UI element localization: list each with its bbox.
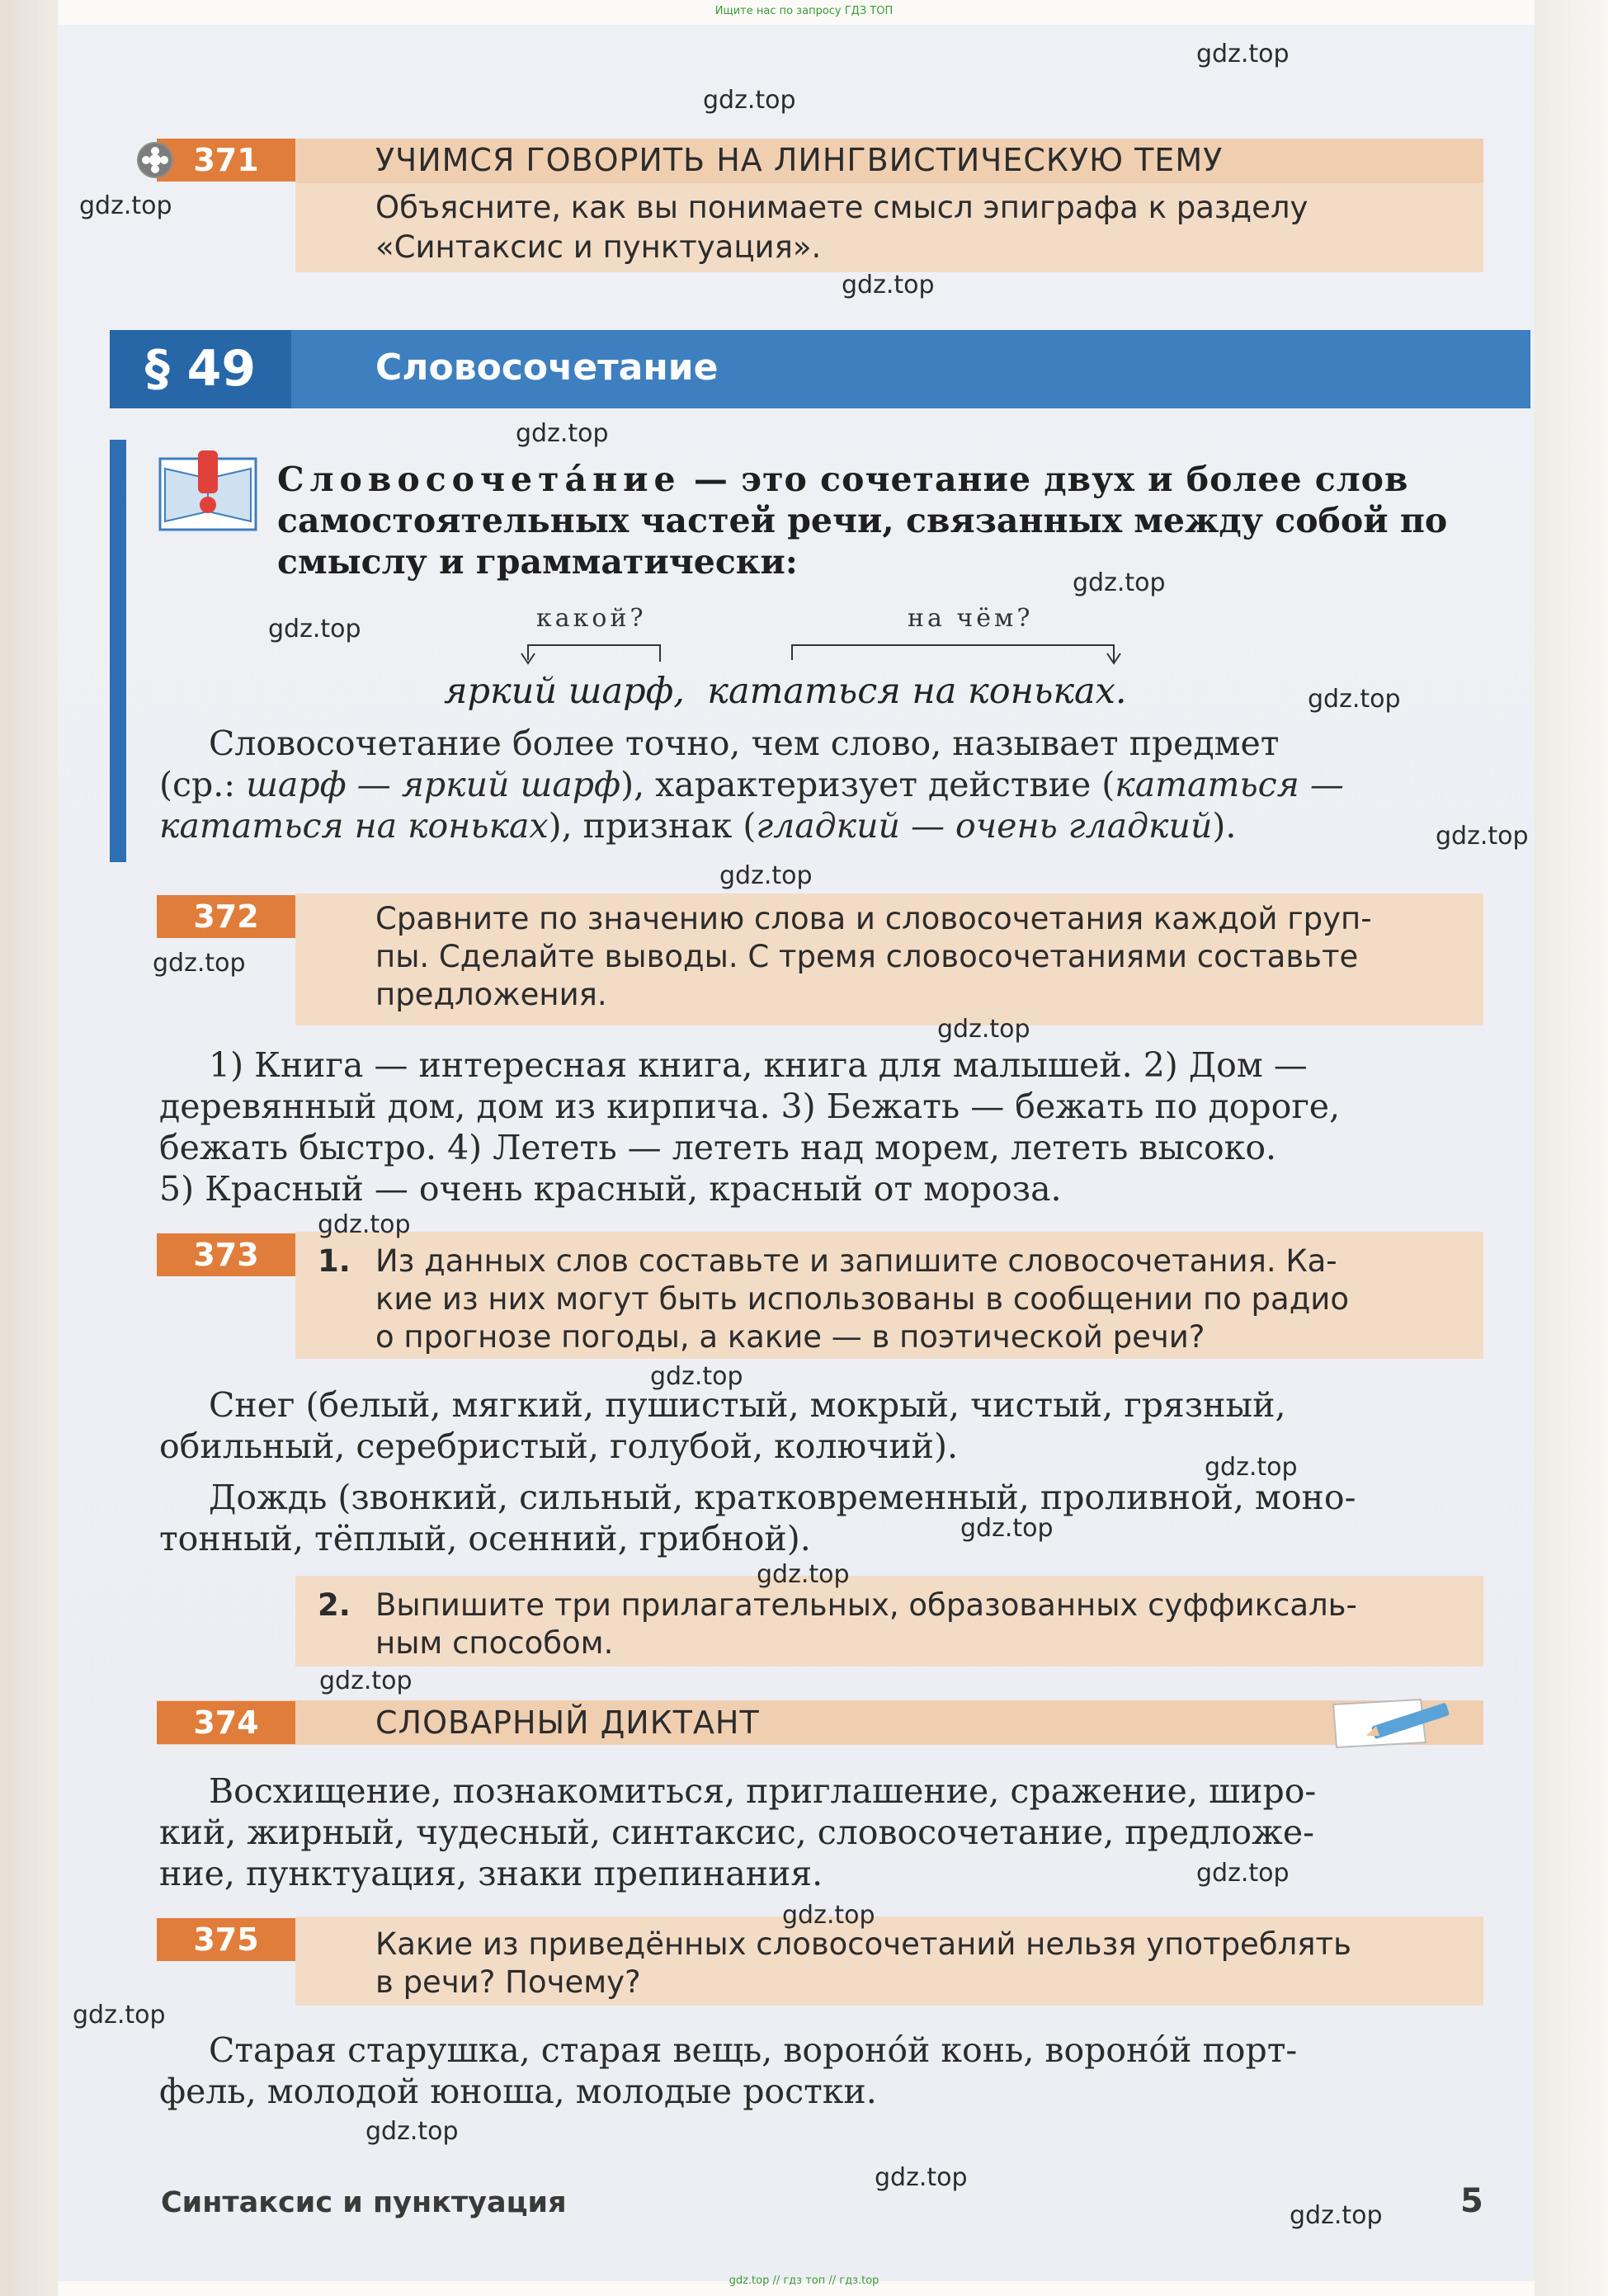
task-371-heading: УЧИМСЯ ГОВОРИТЬ НА ЛИНГВИСТИЧЕСКУЮ ТЕМУ <box>375 142 1224 178</box>
task-373-line4: Выпишите три прилагательных, образованных суффиксаль- <box>375 1587 1357 1623</box>
task-374-body2: кий, жирный, чудесный, синтаксис, словосочетание, предложе- <box>159 1813 1314 1852</box>
watermark: gdz.top <box>875 2163 968 2192</box>
watermark: gdz.top <box>937 1015 1030 1044</box>
top-banner: Ищите нас по запросу ГДЗ ТОП <box>714 5 894 17</box>
task-373-number: 373 <box>157 1233 295 1276</box>
rule-example: яркий шарф, кататься на коньках. <box>444 671 1127 712</box>
rule-paragraph-line1: Словосочетание более точно, чем слово, называет предмет <box>209 724 1280 763</box>
task-372-number: 372 <box>157 895 295 938</box>
task-374-heading: СЛОВАРНЫЙ ДИКТАНТ <box>375 1704 760 1741</box>
watermark: gdz.top <box>842 271 935 299</box>
rule-line2: самостоятельных частей речи, связанных между собой по <box>277 501 1448 540</box>
section-band <box>110 330 1530 408</box>
question-what-kind: какой? <box>536 604 647 633</box>
task-373-rain1: Дождь (звонкий, сильный, кратковременный, проливной, моно- <box>209 1478 1356 1517</box>
watermark: gdz.top <box>1196 1859 1290 1888</box>
watermark: gdz.top <box>365 2117 459 2146</box>
task-374-number: 374 <box>157 1701 295 1744</box>
task-372-body1: 1) Книга — интересная книга, книга для малышей. 2) Дом — <box>209 1045 1308 1085</box>
watermark: gdz.top <box>153 949 246 978</box>
watermark: gdz.top <box>319 1667 413 1695</box>
watermark: gdz.top <box>1308 685 1401 714</box>
task-372-line3: предложения. <box>375 977 607 1012</box>
watermark: gdz.top <box>757 1560 850 1589</box>
attention-icon <box>158 450 257 531</box>
notebook-pencil-icon <box>1330 1696 1454 1751</box>
task-375-body1: Старая старушка, старая вещь, вороно́й конь, вороно́й порт- <box>209 2030 1298 2070</box>
speech-icon <box>137 142 173 178</box>
task-374-band <box>157 1700 1483 1745</box>
watermark: gdz.top <box>268 615 361 644</box>
task-373-snow2: обильный, серебристый, голубой, колючий). <box>159 1426 959 1466</box>
watermark: gdz.top <box>782 1901 875 1930</box>
task-373-line2: кие из них могут быть использованы в сообщении по радио <box>375 1281 1349 1317</box>
watermark: gdz.top <box>73 2001 166 2030</box>
task-371-line1: Объясните, как вы понимаете смысл эпиграфа к разделу <box>375 190 1309 225</box>
task-375-line1: Какие из приведённых словосочетаний нельзя употреблять <box>375 1926 1351 1962</box>
task-372-line1: Сравните по значению слова и словосочетания каждой груп- <box>375 901 1372 936</box>
task-373-sub2: 2. <box>318 1587 351 1623</box>
page-gutter <box>0 0 58 2296</box>
watermark: gdz.top <box>1196 40 1290 68</box>
task-372-body3: бежать быстро. 4) Лететь — лететь над морем, лететь высоко. <box>159 1128 1277 1167</box>
watermark: gdz.top <box>703 86 796 115</box>
task-371-number: 371 <box>157 139 295 182</box>
watermark: gdz.top <box>960 1514 1054 1543</box>
task-373-line3: о прогнозе погоды, а какие — в поэтической речи? <box>375 1319 1205 1355</box>
watermark: gdz.top <box>1073 568 1166 597</box>
rule-paragraph-line2: (ср.: шарф — яркий шарф), характеризует действие (кататься — <box>159 765 1344 804</box>
page-number: 5 <box>1460 2182 1483 2220</box>
task-373-sub1: 1. <box>318 1243 351 1279</box>
task-373-line1: Из данных слов составьте и запишите словосочетания. Ка- <box>375 1243 1337 1279</box>
task-372-body4: 5) Красный — очень красный, красный от мороза. <box>159 1169 1062 1209</box>
rule-paragraph-line3: кататься на коньках), признак (гладкий — очень гладкий). <box>159 806 1237 846</box>
bottom-banner: gdz.top // гдз топ // гдз.top <box>729 2275 879 2287</box>
task-372-body2: деревянный дом, дом из кирпича. 3) Бежать — бежать по дороге, <box>159 1087 1341 1126</box>
rule-bar <box>110 440 126 862</box>
watermark: gdz.top <box>516 419 609 448</box>
rule-line1: Словосочета́ние — это сочетание двух и более слов <box>277 460 1409 499</box>
task-372-line2: пы. Сделайте выводы. С тремя словосочетаниями составьте <box>375 939 1359 974</box>
watermark: gdz.top <box>650 1362 743 1391</box>
rule-term: Словосочета́ние <box>277 460 681 499</box>
watermark: gdz.top <box>1205 1453 1298 1482</box>
task-374-body3: ние, пунктуация, знаки препинания. <box>159 1854 823 1893</box>
section-number: § 49 <box>110 330 291 408</box>
task-373-rain2: тонный, тёплый, осенний, грибной). <box>159 1519 811 1558</box>
watermark: gdz.top <box>1290 2201 1383 2230</box>
task-371-line2: «Синтаксис и пунктуация». <box>375 229 822 265</box>
watermark: gdz.top <box>79 191 172 220</box>
task-374-body1: Восхищение, познакомиться, приглашение, сражение, широ- <box>209 1771 1317 1811</box>
watermark: gdz.top <box>1436 822 1529 851</box>
question-on-what: на чём? <box>908 604 1034 633</box>
page-edge <box>1535 0 1608 2296</box>
section-title: Словосочетание <box>375 347 719 389</box>
rule-line3: смыслу и грамматически: <box>277 542 798 582</box>
watermark: gdz.top <box>719 861 813 890</box>
watermark: gdz.top <box>318 1210 411 1239</box>
task-375-line2: в речи? Почему? <box>375 1964 641 2000</box>
task-375-body2: фель, молодой юноша, молодые ростки. <box>159 2072 877 2111</box>
task-373-snow1: Снег (белый, мягкий, пушистый, мокрый, чистый, грязный, <box>209 1385 1286 1425</box>
task-375-number: 375 <box>157 1918 295 1961</box>
footer-section-title: Синтаксис и пунктуация <box>161 2186 567 2219</box>
task-373-line5: ным способом. <box>375 1625 614 1661</box>
